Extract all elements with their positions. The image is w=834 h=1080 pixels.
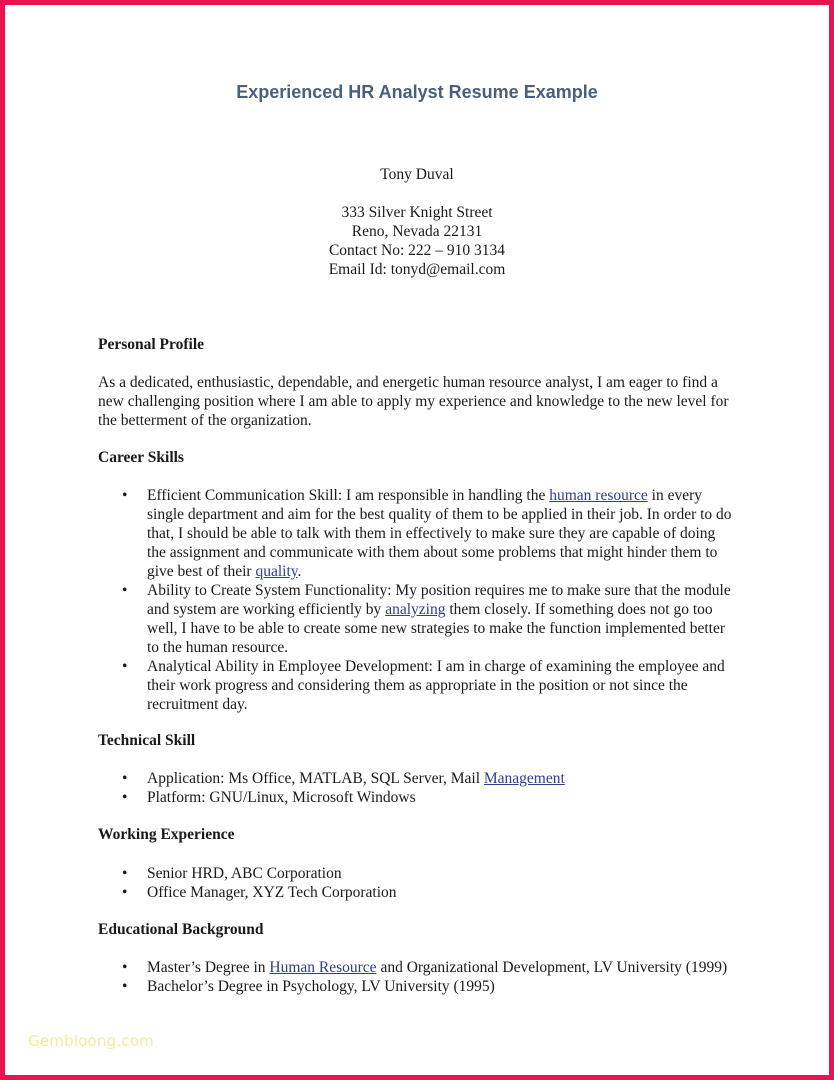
section-heading-experience: Working Experience (98, 826, 235, 843)
bullet-icon: • (122, 865, 128, 882)
contact-street: 333 Silver Knight Street (341, 204, 493, 221)
list-item: • Platform: GNU/Linux, Microsoft Windows (122, 789, 416, 806)
human-resource-link[interactable]: human resource (549, 487, 648, 504)
human-resource-degree-link[interactable]: Human Resource (269, 959, 377, 976)
bullet-icon: • (122, 959, 128, 976)
section-heading-career: Career Skills (98, 449, 184, 466)
bullet-icon: • (122, 770, 128, 787)
watermark: Gembloong.com (28, 1032, 154, 1050)
career-skills-list (98, 486, 738, 714)
bullet-icon: • (122, 978, 128, 995)
management-link[interactable]: Management (483, 770, 565, 787)
analyzing-link[interactable]: analyzing (385, 601, 446, 618)
document-title: Experienced HR Analyst Resume Example (236, 82, 598, 102)
section-heading-technical: Technical Skill (98, 732, 196, 749)
list-item: • Efficient Communication Skill: I am responsible in handling the human resource in every single department and aim for the best quality of them to be applied in their job. In order to do that, I should be able to talk with them in effectively to make sure they are capable of doing the assignment and communicate with them about some problems that might hinder them to give best of their quality. (122, 487, 732, 580)
bullet-icon: • (122, 582, 128, 599)
list-item: • Senior HRD, ABC Corporation (122, 865, 342, 882)
bullet-icon: • (122, 789, 128, 806)
contact-name: Tony Duval (380, 166, 454, 183)
contact-block (0, 165, 834, 279)
contact-email: Email Id: tonyd@email.com (328, 261, 506, 278)
section-heading-profile: Personal Profile (98, 336, 205, 353)
list-item: • Analytical Ability in Employee Development: I am in charge of examining the employee and their work progress and considering them as appropriate in the position or not since the recruitment day. (122, 658, 725, 713)
contact-city: Reno, Nevada 22131 (351, 223, 483, 240)
bullet-icon: • (122, 487, 128, 504)
quality-link[interactable]: quality (255, 563, 298, 580)
technical-skills-list (98, 769, 738, 807)
list-item: • Bachelor’s Degree in Psychology, LV University (1995) (122, 978, 495, 995)
list-item: • Application: Ms Office, MATLAB, SQL Server, Mail Management (122, 770, 565, 787)
section-heading-education: Educational Background (98, 921, 264, 938)
experience-list (98, 864, 738, 902)
list-item: • Ability to Create System Functionality: My position requires me to make sure that the module and system are working efficiently by analyzing them closely. If something does not go too well, I have to be able to create some new strategies to make the function implemented better to the human resource. (122, 582, 731, 656)
education-list (98, 958, 738, 996)
contact-phone: Contact No: 222 – 910 3134 (328, 242, 506, 259)
bullet-icon: • (122, 658, 128, 675)
list-item: • Office Manager, XYZ Tech Corporation (122, 884, 397, 901)
profile-text: As a dedicated, enthusiastic, dependable, and energetic human resource analyst, I am eager to find a new challenging position where I am able to apply my experience and knowledge to the new level for the betterment of the organization. (98, 374, 729, 429)
bullet-icon: • (122, 884, 128, 901)
list-item: • Master’s Degree in Human Resource and Organizational Development, LV University (1999) (122, 959, 728, 976)
